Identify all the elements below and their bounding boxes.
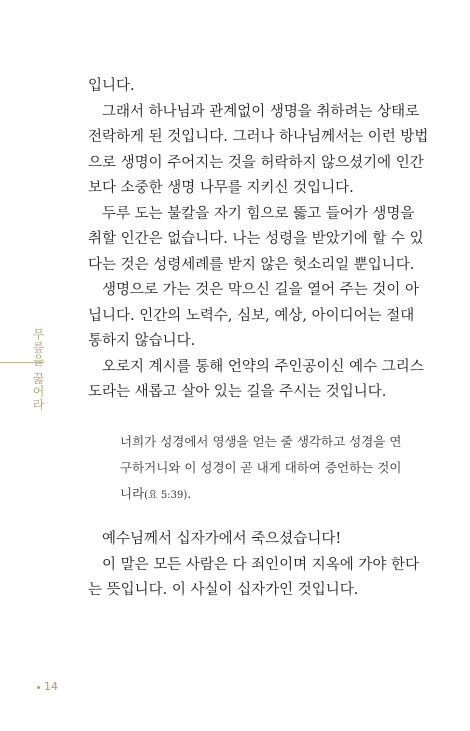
text-line: 다는 것은 성령세례를 받지 않은 헛소리일 뿐입니다. (88, 256, 415, 273)
scripture-reference: (요 5:39) (144, 490, 188, 501)
text-line: 이 말은 모든 사람은 다 죄인이며 지옥에 가야 한다 (102, 556, 420, 573)
body-paragraphs (88, 74, 429, 406)
scripture-quote (120, 429, 420, 509)
text-line: 오로지 계시를 통해 언약의 주인공이신 예수 그리스 (102, 358, 424, 375)
quote-text: 니라 (120, 486, 145, 501)
running-chapter-title: 무릎을 꿇어라 (31, 328, 45, 411)
quote-end: . (187, 486, 192, 501)
page-number (37, 680, 58, 693)
text-line: 는 뜻입니다. 이 사실이 십자가인 것입니다. (88, 582, 359, 598)
bullet-icon (37, 686, 40, 689)
page-number-text: 14 (44, 680, 58, 693)
text-line: 두루 도는 불칼을 자기 힘으로 뚫고 들어가 생명을 (102, 205, 415, 222)
quote-line: 너희가 성경에서 영생을 얻는 줄 생각하고 성경을 연 (120, 434, 402, 449)
text-line: 도라는 새롭고 살아 있는 길을 주시는 것입니다. (88, 384, 387, 400)
text-line: 생명으로 가는 것은 막으신 길을 열어 주는 것이 아 (102, 282, 420, 298)
closing-paragraph (88, 527, 422, 604)
text-line: 예수님께서 십자가에서 죽으셨습니다! (102, 531, 342, 547)
text-line: 으로 생명이 주어지는 것을 허락하지 않으셨기에 인간 (88, 154, 424, 171)
quote-line: 구하거니와 이 성경이 곧 내게 대하여 증언하는 것이 (120, 460, 402, 475)
quote-line-last (120, 481, 420, 509)
text-line: 보다 소중한 생명 나무를 지키신 것입니다. (88, 180, 354, 196)
text-line: 입니다. (88, 78, 135, 94)
text-line: 취할 인간은 없습니다. 나는 성령을 받았기에 할 수 있 (88, 231, 424, 247)
text-line: 그래서 하나님과 관계없이 생명을 취하려는 상태로 (102, 103, 420, 120)
text-line: 통하지 않습니다. (88, 333, 196, 349)
text-line: 전락하게 된 것입니다. 그러나 하나님께서는 이런 방법 (88, 129, 429, 145)
text-line: 닙니다. 인간의 노력수, 심보, 예상, 아이디어는 절대 (88, 307, 415, 324)
